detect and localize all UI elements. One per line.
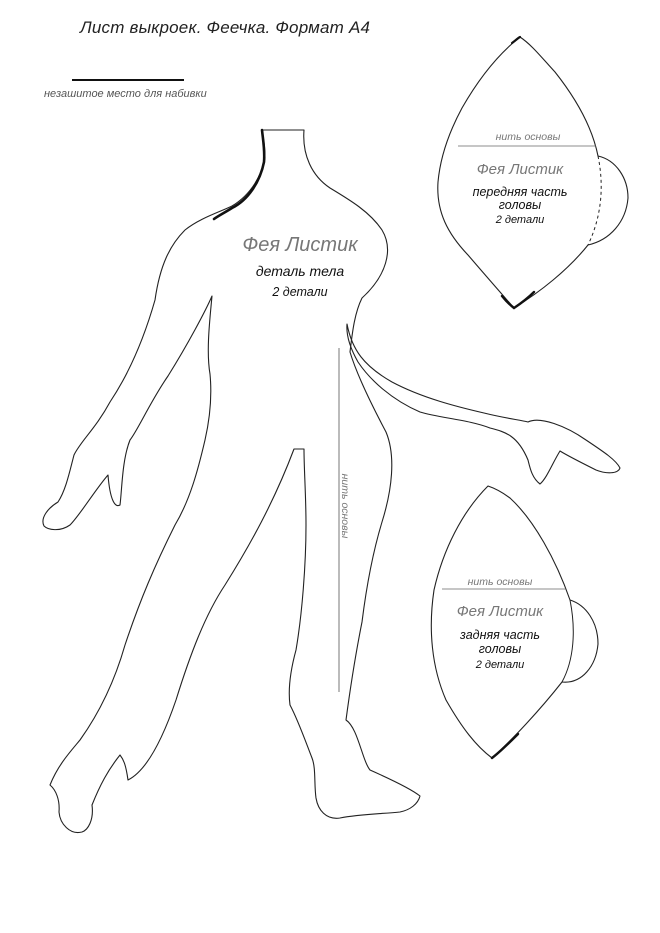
body-grain-label: нить основы xyxy=(339,473,351,539)
back-head-part-line1: задняя часть xyxy=(460,628,540,642)
legend-line-sample xyxy=(72,79,184,81)
body-piece-name: Фея Листик xyxy=(242,234,358,256)
body-opening-mark xyxy=(214,130,264,219)
body-piece-part: деталь тела xyxy=(255,263,345,279)
front-head-count: 2 детали xyxy=(495,214,545,226)
arm-piece-outline xyxy=(347,324,620,484)
front-head-part-line2: головы xyxy=(498,198,542,212)
back-head-count: 2 детали xyxy=(475,659,525,671)
back-head-part-line2: головы xyxy=(478,642,522,656)
back-head-grain-label: нить основы xyxy=(467,576,533,588)
front-head-top-mark xyxy=(512,37,520,43)
legend-label: незашитое место для набивки xyxy=(44,88,207,100)
front-head-grain-label: нить основы xyxy=(495,131,561,143)
sheet-title: Лист выкроек. Феечка. Формат А4 xyxy=(80,18,371,37)
front-head-name: Фея Листик xyxy=(476,161,564,178)
front-head-part-line1: передняя часть xyxy=(472,185,568,199)
body-piece-count: 2 детали xyxy=(272,285,328,299)
back-head-name: Фея Листик xyxy=(456,603,544,620)
back-head-opening-mark xyxy=(492,734,518,758)
front-head-opening-mark xyxy=(502,292,534,308)
